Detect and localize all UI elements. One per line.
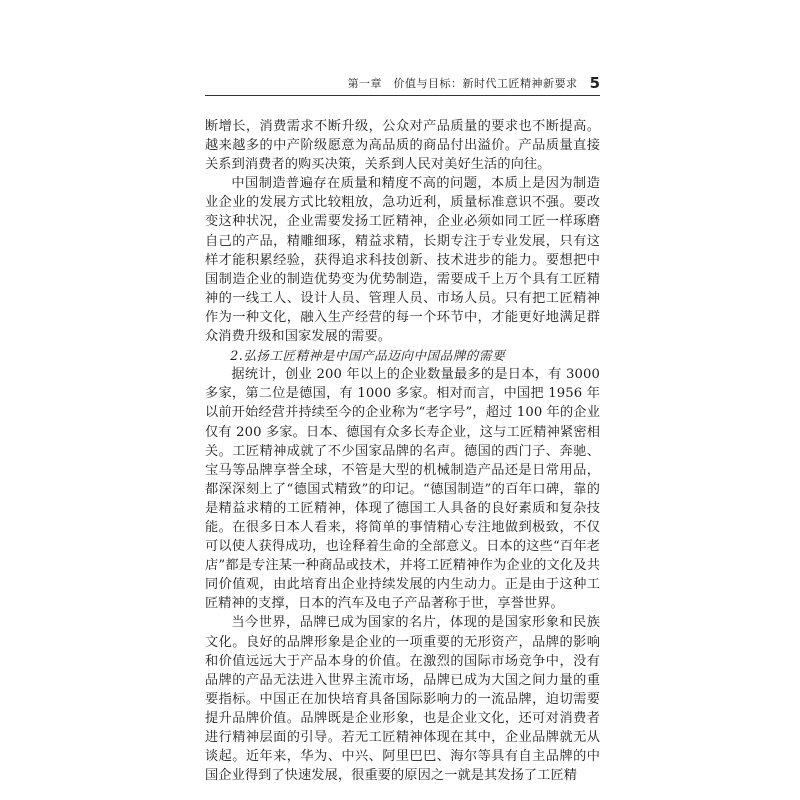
chapter-title: 第一章 价值与目标：新时代工匠精神新要求 bbox=[347, 77, 578, 90]
header-rule bbox=[205, 95, 600, 96]
running-header bbox=[205, 73, 600, 93]
section-subheading: 2.弘扬工匠精神是中国产品迈向中国品牌的需要 bbox=[230, 348, 506, 364]
paragraph: 据统计，创业 200 年以上的企业数量最多的是日本，有 3000 多家，第二位是德国，有 1000 多家。相对而言，中国把 1956 年以前开始经营并持续至今的企业称为“老字号”，超过 100 年的企业仅有 200 多家。日本、德国有众多长寿企业，这与工匠精神紧密相关。工匠精神成就了不少国家品牌的名声。德国的西门子、奔驰、宝马等品牌享誉全球，不管是大型的机械制造产品还是日常用品，都深深刻上了“德国式精致”的印记。“德国制造”的百年口碑，靠的是精益求精的工匠精神，体现了德国工人具备的良好素质和复杂技能。在很多日本人看来，将简单的事情精心专注地做到极致，不仅可以使人获得成功，也诠释着生命的全部意义。日本的这些“百年老店”都是专注某一种商品或技术，并将工匠精神作为企业的文化及共同价值观，由此培育出企业持续发展的内生动力。正是由于这种工匠精神的支撑，日本的汽车及电子产品著称于世，享誉世界。 bbox=[205, 367, 600, 612]
paragraph: 中国制造普遍存在质量和精度不高的问题，本质上是因为制造业企业的发展方式比较粗放，急功近利，质量标准意识不强。要改变这种状况，企业需要发扬工匠精神，企业必须如同工匠一样琢磨自己的产品，精雕细琢，精益求精，长期专注于专业发展，只有这样才能积累经验，获得追求科技创新、技术进步的能力。要想把中国制造企业的制造优势变为优势制造，需要成千上万个具有工匠精神的一线工人、设计人员、管理人员、市场人员。只有把工匠精神作为一种文化，融入生产经营的每一个环节中，才能更好地满足群众消费升级和国家发展的需要。 bbox=[205, 176, 600, 345]
page-number: 5 bbox=[589, 74, 600, 92]
body-text bbox=[205, 117, 600, 797]
paragraph: 当今世界，品牌已成为国家的名片，体现的是国家形象和民族文化。良好的品牌形象是企业的一项重要的无形资产，品牌的影响和价值远远大于产品本身的价值。在激烈的国际市场竞争中，没有品牌的产品无法进入世界主流市场，品牌已成为大国之间力量的重要指标。中国正在加快培育具备国际影响力的一流品牌，迫切需要提升品牌价值。品牌既是企业形象，也是企业文化，还可对消费者进行精神层面的引导。若无工匠精神体现在其中，企业品牌就无从谈起。近年来，华为、中兴、阿里巴巴、海尔等具有自主品牌的中国企业得到了快速发展，很重要的原因之一就是其发扬了工匠精 bbox=[205, 615, 600, 784]
paragraph: 断增长，消费需求不断升级，公众对产品质量的要求也不断提高。越来越多的中产阶级愿意为高品质的商品付出溢价。产品质量直接关系到消费者的购买决策，关系到人民对美好生活的向往。 bbox=[205, 119, 600, 173]
